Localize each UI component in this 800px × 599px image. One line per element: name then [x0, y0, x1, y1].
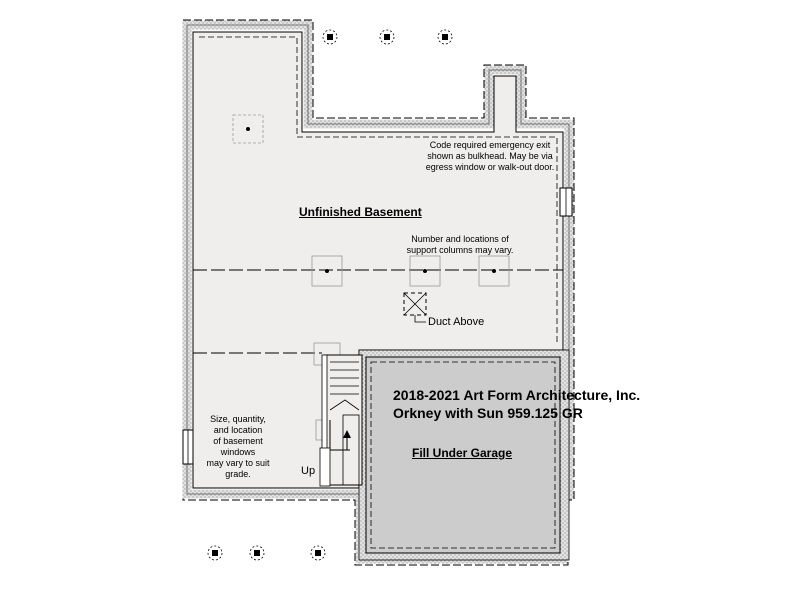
copyright-line: 2018-2021 Art Form Architecture, Inc. [393, 387, 641, 403]
pier-marker [311, 546, 325, 560]
basement-window [560, 188, 572, 216]
basement-window [183, 430, 193, 464]
note-support-columns [395, 234, 525, 256]
copyright-notice [393, 386, 640, 422]
copyright-line: Orkney with Sun 959.125 GR [393, 405, 583, 421]
note-line: may vary to suit [206, 458, 270, 468]
pier-marker [380, 30, 394, 44]
note-line: egress window or walk-out door. [425, 162, 555, 172]
pier-marker [208, 546, 222, 560]
pier-marker [323, 30, 337, 44]
pier-marker [250, 546, 264, 560]
note-basement-windows [198, 414, 278, 480]
room-label-garage: Fill Under Garage [412, 446, 513, 460]
note-line: of basement [213, 436, 263, 446]
label-duct-above: Duct Above [428, 316, 485, 328]
stair [320, 355, 362, 486]
note-line: shown as bulkhead. May be via [427, 151, 553, 161]
label-stair-up: Up [301, 465, 316, 477]
note-line: Number and locations of [411, 234, 509, 244]
note-line: windows [220, 447, 256, 457]
room-label-basement: Unfinished Basement [299, 205, 422, 219]
note-emergency-exit [420, 140, 560, 173]
note-line: grade. [225, 469, 251, 479]
note-line: and location [213, 425, 263, 435]
note-line: Size, quantity, [210, 414, 266, 424]
note-line: Code required emergency exit [429, 140, 551, 150]
pier-marker [438, 30, 452, 44]
note-line: support columns may vary. [406, 245, 514, 255]
